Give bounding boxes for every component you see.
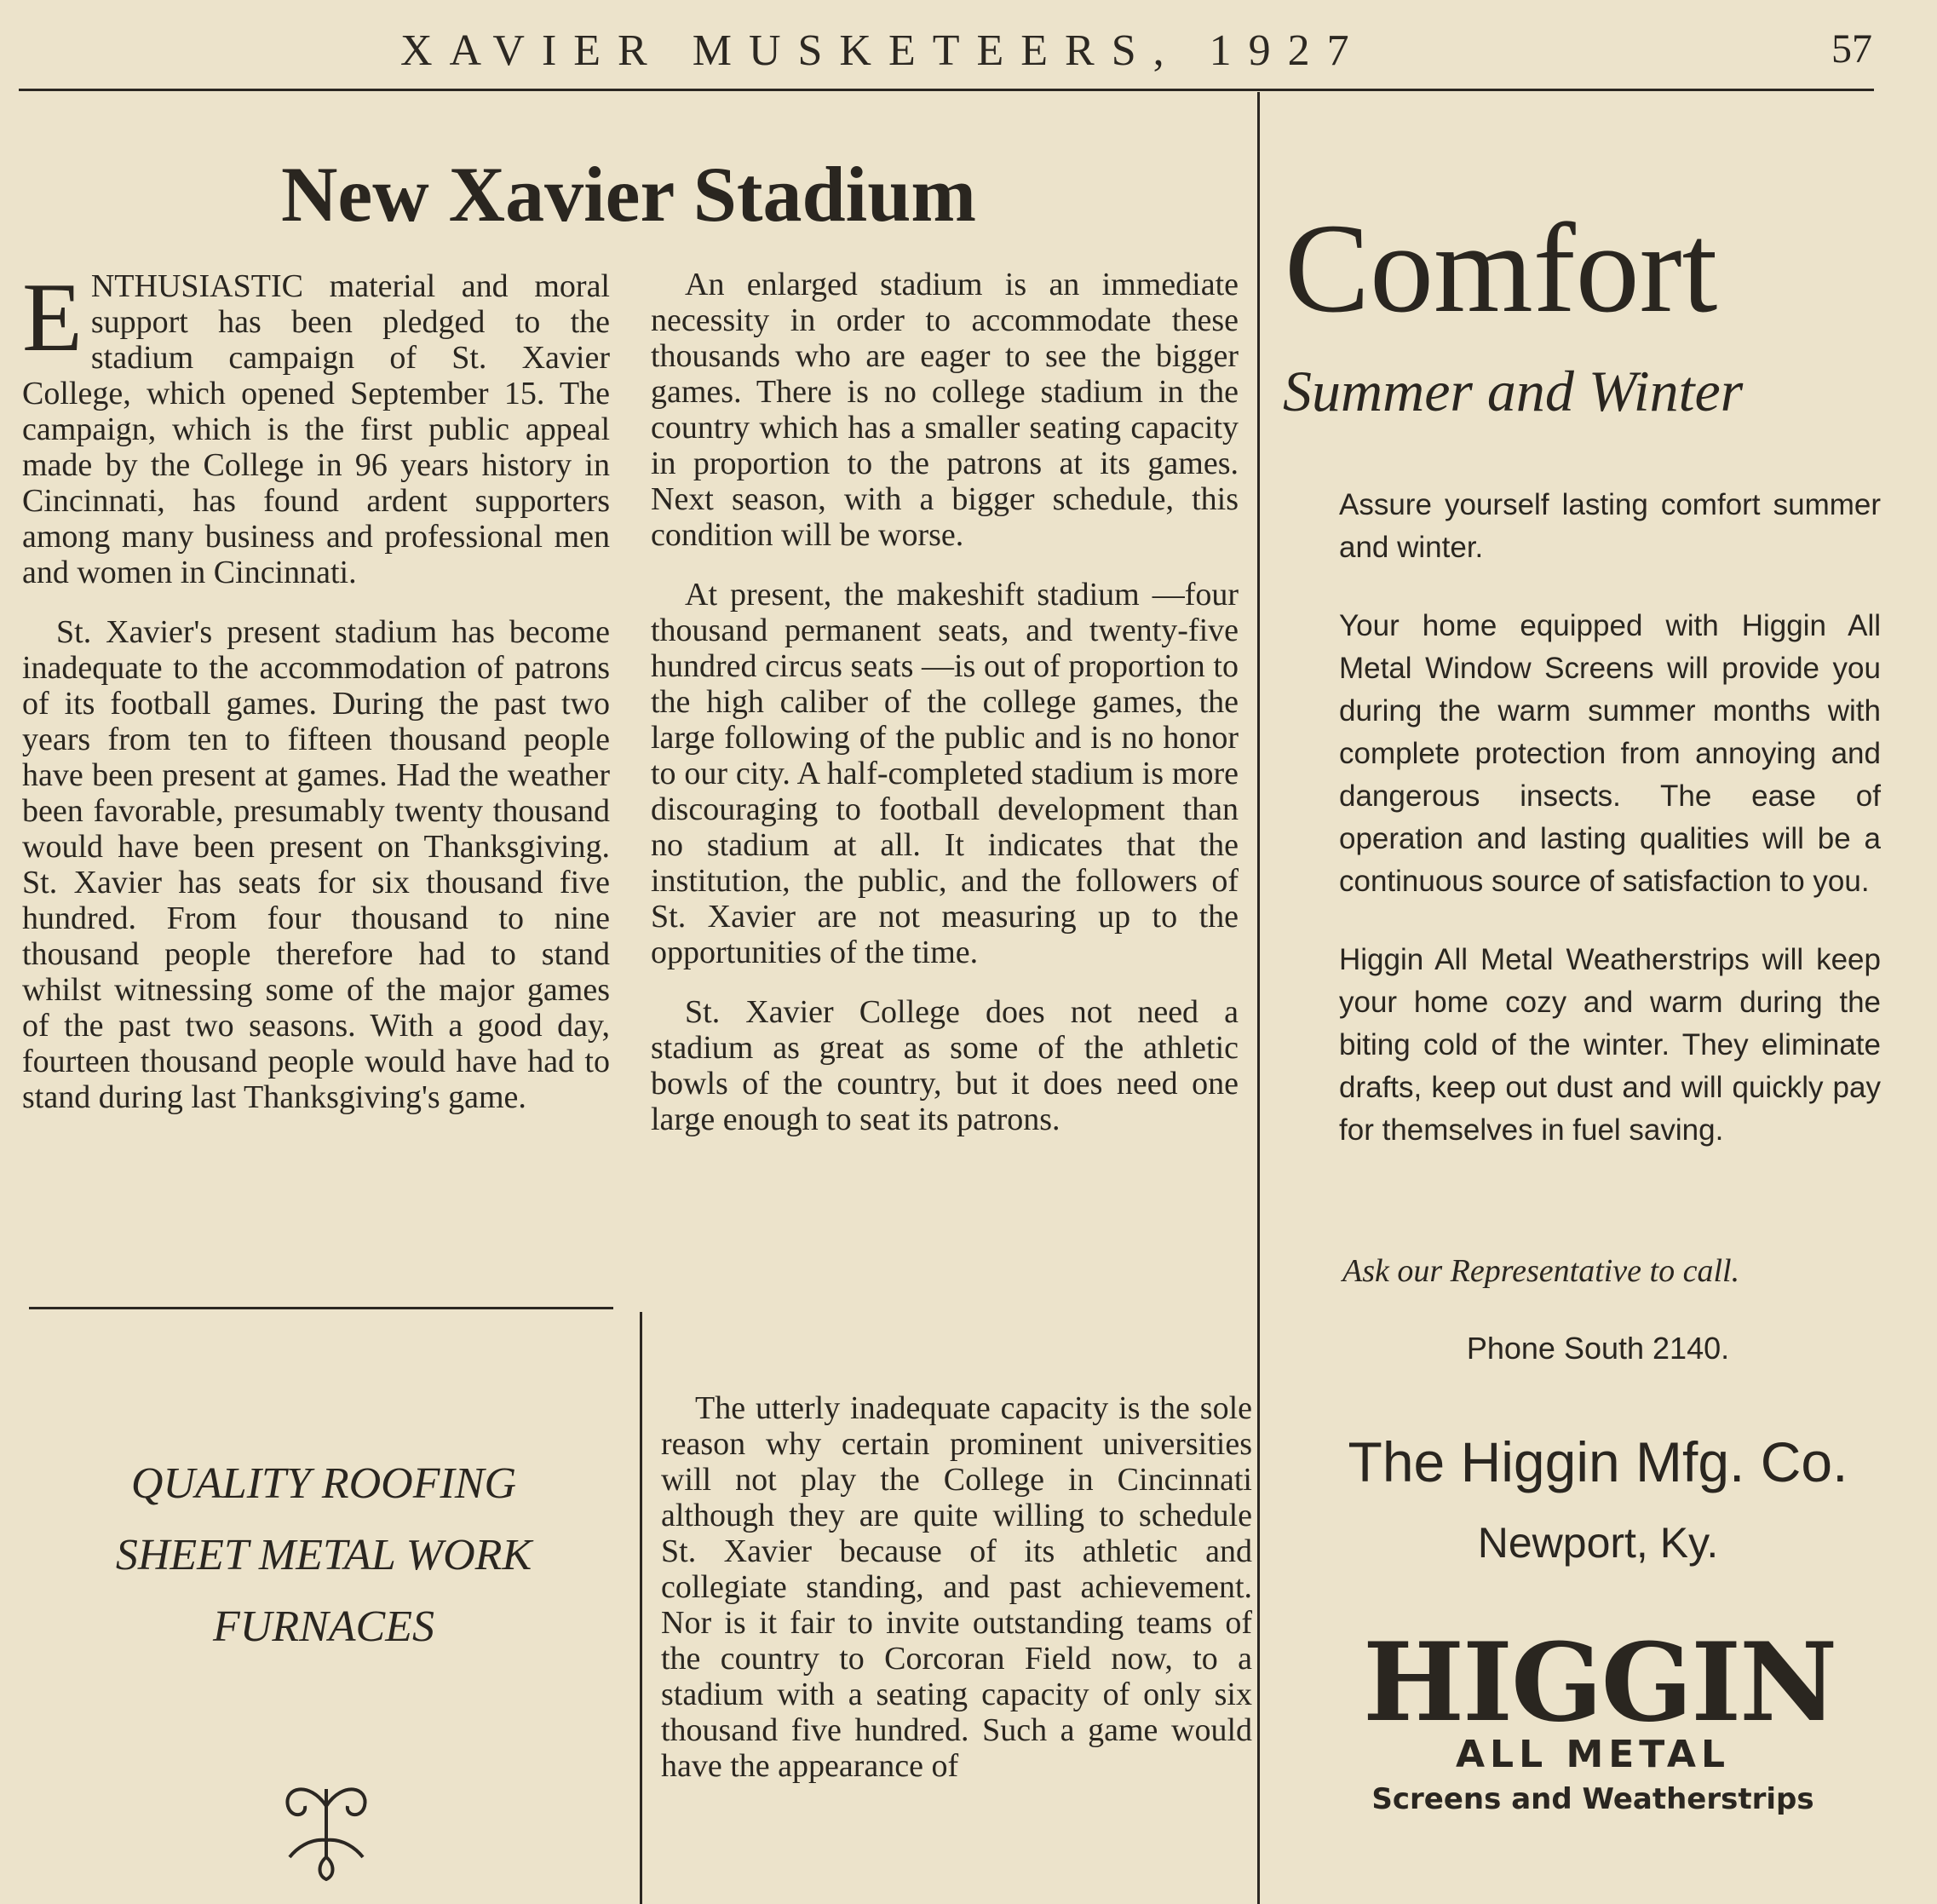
article-paragraph: St. Xavier College does not need a stadium as great as some of the athletic bowls of the country, but it does need one large enough to seat its patrons. [651, 994, 1239, 1137]
fleuron-ornament-icon [271, 1772, 382, 1883]
paragraph-text: NTHUSIASTIC material and moral support has been pledged to the stadium campaign of St. Xavier College, which opened September 15. The campaign, which is the first public appeal made by the College in 96 years history in Cincinnati, has found ardent supporters among many business and professional men and women in Cincinnati. [22, 268, 610, 590]
running-title: XAVIER MUSKETEERS, 1927 [400, 26, 1366, 75]
article-paragraph: St. Xavier's present stadium has become inadequate to the accommodation of patrons of its football games. During the past two years from ten to fifteen thousand people have been present at games. Had the weather been favorable, presumably twenty thousand would have been present on Thanksgiving. St. Xavier has seats for six thousand five hundred. From four thousand to nine thousand people therefore had to stand whilst witnessing some of the major games of the past two seasons. With a good day, fourteen thousand people would have had to stand during last Thanksgiving's game. [22, 614, 610, 1115]
ad-paragraph: Higgin All Metal Weatherstrips will keep your home cozy and warm during the biting cold of the winter. They eliminate drafts, keep out dust and will quickly pay for themselves in fuel saving. [1339, 943, 1881, 1147]
roofing-ad [26, 1448, 622, 1663]
roofing-ad-line: QUALITY ROOFING [130, 1459, 517, 1508]
article-paragraph [22, 263, 610, 590]
page-number: 57 [1831, 26, 1872, 72]
ad-title: Comfort [1285, 198, 1718, 339]
ad-paragraph: Your home equipped with Higgin All Metal Window Screens will provide you during the warm summer months with complete protection from annoying and dangerous insects. The ease of operation and lasting qualities will be a continuous source of satisfaction to you. [1339, 609, 1881, 898]
ad-call-to-action: Ask our Representative to call. [1342, 1253, 1740, 1289]
ad-phone: Phone South 2140. [1466, 1331, 1730, 1366]
ad-company: The Higgin Mfg. Co. [1348, 1430, 1848, 1493]
article-paragraph: At present, the makeshift stadium —four thousand permanent seats, and twenty-five hundred circus seats —is out of proportion to the high caliber of the college games, the large following of the public and is no honor to our city. A half-completed stadium is more discouraging to football development than no stadium at all. It indicates that the institution, the public, and the followers of St. Xavier are not measuring up to the opportunities of the time. [651, 577, 1239, 970]
column-divider [1257, 92, 1260, 1904]
article-column-1 [22, 263, 610, 1139]
ad-location: Newport, Ky. [1477, 1519, 1719, 1567]
roofing-ad-line: FURNACES [213, 1602, 434, 1651]
logo-brand: HIGGIN [1363, 1619, 1836, 1746]
ad-paragraph: Assure yourself lasting comfort summer and winter. [1339, 488, 1881, 564]
ad-body [1339, 484, 1881, 1188]
article-column-2 [651, 267, 1239, 1161]
article-column-3 [661, 1390, 1252, 1808]
logo-line: ALL METAL [1456, 1733, 1730, 1776]
ad-subtitle: Summer and Winter [1283, 359, 1744, 423]
logo-tagline: Screens and Weatherstrips [1371, 1782, 1814, 1816]
column-divider-lower [640, 1312, 642, 1904]
drop-cap: E [22, 263, 83, 372]
roofing-ad-line: SHEET METAL WORK [115, 1531, 532, 1579]
header-rule [19, 89, 1874, 91]
article-paragraph: An enlarged stadium is an immediate necessity in order to accommodate these thousands who are eager to see the bigger games. There is no college stadium in the country which has a smaller seating capacity in proportion to the patrons at its games. Next season, with a bigger schedule, this condition will be worse. [651, 267, 1239, 553]
article-paragraph: The utterly inadequate capacity is the sole reason why certain prominent universities will not play the College in Cincinnati although they are quite willing to schedule St. Xavier because of its athletic and collegiate standing, and past achievement. Nor is it fair to invite outstanding teams of the country to Corcoran Field now, to a stadium with a seating capacity of only six thousand five hundred. Such a game would have the appearance of [661, 1390, 1252, 1784]
section-rule [29, 1307, 613, 1309]
higgin-logo [1363, 1619, 1836, 1832]
article-headline: New Xavier Stadium [280, 151, 977, 238]
